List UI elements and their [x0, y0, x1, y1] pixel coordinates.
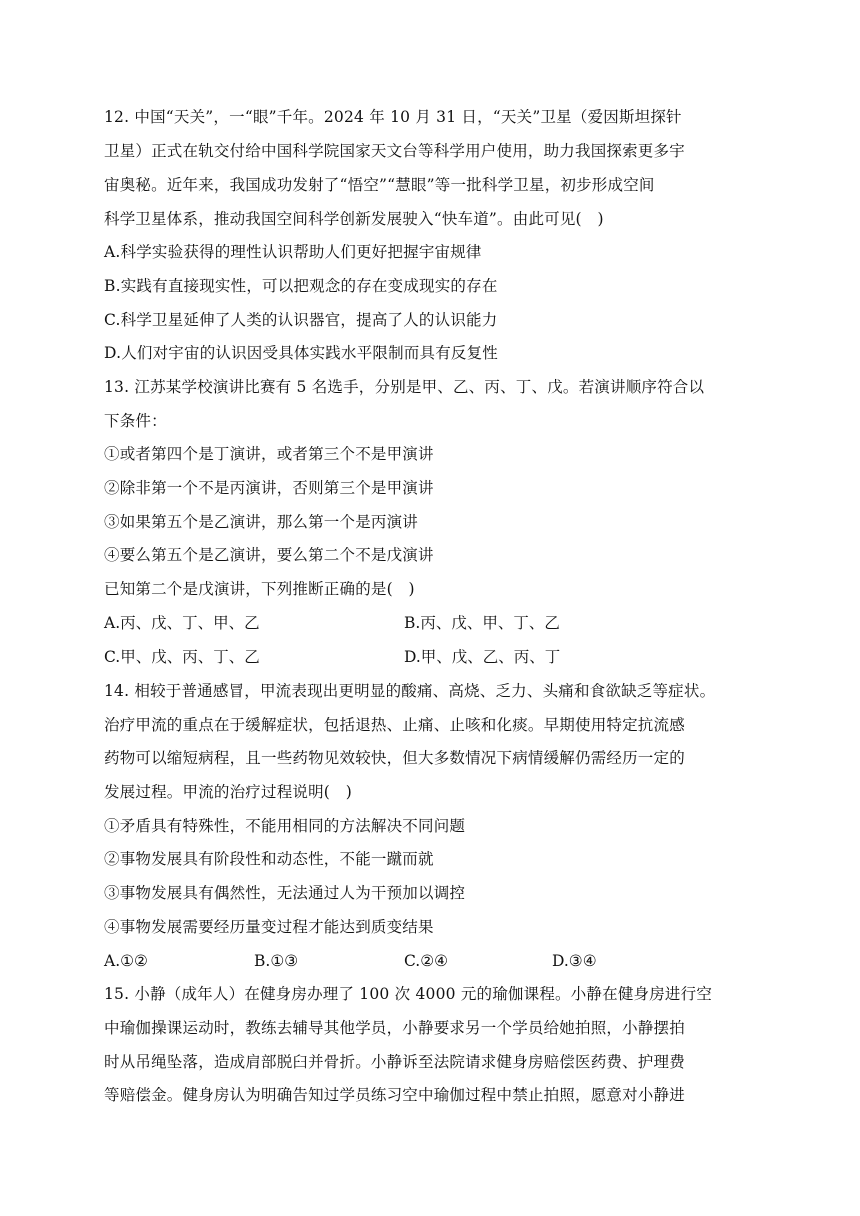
q13-line-1: 13. 江苏某学校演讲比赛有 5 名选手，分别是甲、乙、丙、丁、戊。若演讲顺序符合以 — [104, 378, 705, 396]
q12-option-d: D.人们对宇宙的认识因受具体实践水平限制而具有反复性 — [104, 344, 499, 362]
q12-line-2: 卫星）正式在轨交付给中国科学院国家天文台等科学用户使用，助力我国探索更多宇 — [104, 142, 685, 160]
q15-line-3: 时从吊绳坠落，造成肩部脱臼并骨折。小静诉至法院请求健身房赔偿医药费、护理费 — [104, 1053, 685, 1071]
q14-statement-2: ②事物发展具有阶段性和动态性，不能一蹴而就 — [104, 850, 434, 868]
q13-option-a: A.丙、戊、丁、甲、乙 — [104, 614, 260, 632]
q12-option-b: B.实践有直接现实性，可以把观念的存在变成现实的存在 — [104, 277, 498, 295]
q13-stem: 已知第二个是戊演讲，下列推断正确的是( ) — [104, 580, 415, 598]
q15-line-1: 15. 小静（成年人）在健身房办理了 100 次 4000 元的瑜伽课程。小静在健身房进行空 — [104, 985, 713, 1003]
q14-statement-1: ①矛盾具有特殊性，不能用相同的方法解决不同问题 — [104, 817, 466, 835]
q13-line-2: 下条件： — [104, 412, 167, 430]
q12-option-c: C.科学卫星延伸了人类的认识器官，提高了人的认识能力 — [104, 311, 498, 329]
q13-condition-3: ③如果第五个是乙演讲，那么第一个是丙演讲 — [104, 513, 419, 531]
q12-option-a: A.科学实验获得的理性认识帮助人们更好把握宇宙规律 — [104, 243, 482, 261]
q14-option-c: C.②④ — [404, 952, 449, 970]
q14-line-2: 治疗甲流的重点在于缓解症状，包括退热、止痛、止咳和化痰。早期使用特定抗流感 — [104, 716, 685, 734]
q13-option-d: D.甲、戊、乙、丙、丁 — [404, 648, 561, 666]
q14-option-d: D.③④ — [552, 952, 597, 970]
q13-option-b: B.丙、戊、甲、丁、乙 — [404, 614, 560, 632]
q13-option-c: C.甲、戊、丙、丁、乙 — [104, 648, 260, 666]
q14-statement-4: ④事物发展需要经历量变过程才能达到质变结果 — [104, 918, 434, 936]
q14-line-3: 药物可以缩短病程，且一些药物见效较快，但大多数情况下病情缓解仍需经历一定的 — [104, 749, 685, 767]
q14-line-4: 发展过程。甲流的治疗过程说明( ) — [104, 783, 352, 801]
q14-option-b: B.①③ — [254, 952, 299, 970]
q14-line-1: 14. 相较于普通感冒，甲流表现出更明显的酸痛、高烧、乏力、头痛和食欲缺乏等症状。 — [104, 682, 716, 700]
q12-line-1: 12. 中国“天关”，一“眼”千年。2024 年 10 月 31 日，“天关”卫星（爱因斯坦探针 — [104, 108, 682, 126]
q13-condition-4: ④要么第五个是乙演讲，要么第二个不是戊演讲 — [104, 546, 434, 564]
q13-condition-2: ②除非第一个不是丙演讲，否则第三个是甲演讲 — [104, 479, 434, 497]
q14-option-a: A.①② — [104, 952, 148, 970]
q15-line-2: 中瑜伽操课运动时，教练去辅导其他学员，小静要求另一个学员给她拍照，小静摆拍 — [104, 1019, 685, 1037]
q13-condition-1: ①或者第四个是丁演讲，或者第三个不是甲演讲 — [104, 445, 434, 463]
q12-line-4: 科学卫星体系，推动我国空间科学创新发展驶入“快车道”。由此可见( ) — [104, 210, 604, 228]
q15-line-4: 等赔偿金。健身房认为明确告知过学员练习空中瑜伽过程中禁止拍照，愿意对小静进 — [104, 1086, 685, 1104]
q12-line-3: 宙奥秘。近年来，我国成功发射了“悟空”“慧眼”等一批科学卫星，初步形成空间 — [104, 176, 655, 194]
q14-statement-3: ③事物发展具有偶然性，无法通过人为干预加以调控 — [104, 884, 466, 902]
